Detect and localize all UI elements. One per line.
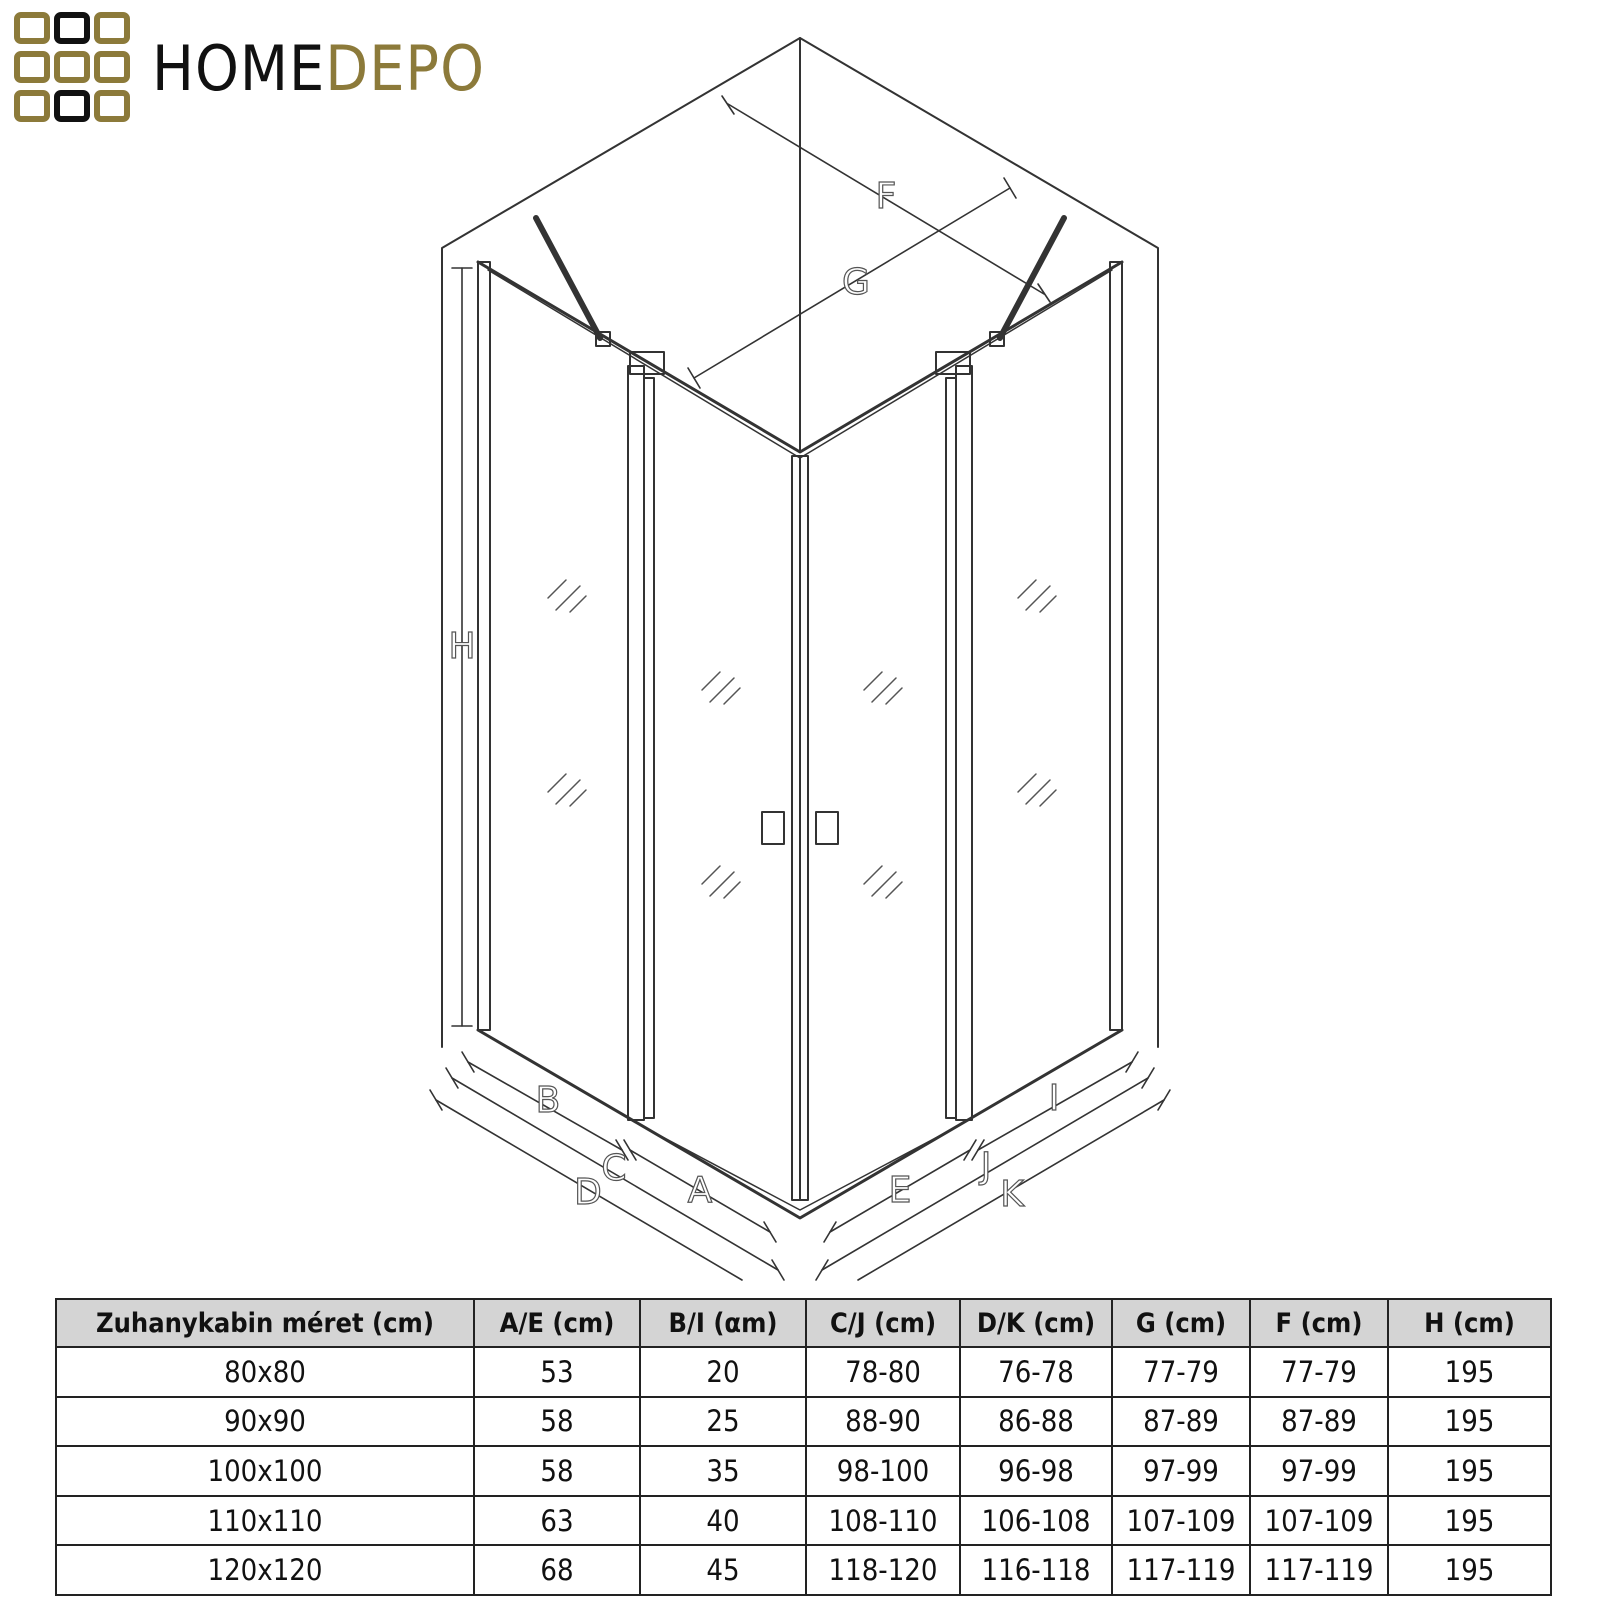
table-row	[56, 1446, 1551, 1496]
table-cell: 98-100	[806, 1446, 960, 1496]
table-cell: 100x100	[56, 1446, 474, 1496]
table-cell: 78-80	[806, 1347, 960, 1397]
dimension-label-c: C	[601, 1148, 627, 1189]
right-stabilizer-bar	[1000, 218, 1064, 338]
table-cell: 87-89	[1112, 1397, 1250, 1447]
table-row	[56, 1397, 1551, 1447]
table-cell: 25	[640, 1397, 806, 1447]
table-cell: 77-79	[1112, 1347, 1250, 1397]
column-header: C/J (cm)	[806, 1299, 960, 1347]
dimension-label-k: K	[1000, 1174, 1024, 1215]
dimension-label-d: D	[574, 1172, 602, 1213]
table-cell: 195	[1388, 1496, 1551, 1546]
table-cell: 108-110	[806, 1496, 960, 1546]
dimension-label-b: B	[535, 1080, 561, 1121]
table-cell: 116-118	[960, 1545, 1112, 1595]
brand-name-home: HOME	[152, 32, 326, 105]
right-door-profile	[956, 366, 972, 1120]
table-cell: 120x120	[56, 1545, 474, 1595]
table-cell: 58	[474, 1446, 640, 1496]
table-cell: 68	[474, 1545, 640, 1595]
table-cell: 118-120	[806, 1545, 960, 1595]
table-cell: 77-79	[1250, 1347, 1388, 1397]
left-door-profile	[628, 366, 644, 1120]
table-cell: 90x90	[56, 1397, 474, 1447]
table-cell: 195	[1388, 1545, 1551, 1595]
table-cell: 76-78	[960, 1347, 1112, 1397]
table-header-row	[56, 1299, 1551, 1347]
column-header: G (cm)	[1112, 1299, 1250, 1347]
table-cell: 53	[474, 1347, 640, 1397]
left-door-handle	[762, 812, 784, 844]
table-row	[56, 1347, 1551, 1397]
table-cell: 195	[1388, 1397, 1551, 1447]
glass-reflection-marks	[548, 580, 1056, 898]
table-cell: 107-109	[1250, 1496, 1388, 1546]
column-header: B/I (αm)	[640, 1299, 806, 1347]
right-door-handle	[816, 812, 838, 844]
dimension-label-a: A	[687, 1170, 713, 1211]
left-stabilizer-bar	[536, 218, 600, 338]
table-cell: 106-108	[960, 1496, 1112, 1546]
dimension-label-f: F	[875, 176, 897, 217]
table-cell: 97-99	[1250, 1446, 1388, 1496]
dimension-label-g: G	[842, 262, 870, 303]
table-cell: 87-89	[1250, 1397, 1388, 1447]
table-cell: 110x110	[56, 1496, 474, 1546]
table-cell: 88-90	[806, 1397, 960, 1447]
table-cell: 117-119	[1112, 1545, 1250, 1595]
brand-name-depo: DEPO	[325, 32, 485, 105]
table-cell: 80x80	[56, 1347, 474, 1397]
table-cell: 97-99	[1112, 1446, 1250, 1496]
table-cell: 63	[474, 1496, 640, 1546]
column-header: H (cm)	[1388, 1299, 1551, 1347]
table-cell: 35	[640, 1446, 806, 1496]
left-wall-profile	[478, 262, 490, 1030]
column-header: F (cm)	[1250, 1299, 1388, 1347]
size-specification-table	[55, 1298, 1552, 1596]
table-cell: 86-88	[960, 1397, 1112, 1447]
table-cell: 45	[640, 1545, 806, 1595]
table-cell: 117-119	[1250, 1545, 1388, 1595]
right-wall-profile	[1110, 262, 1122, 1030]
column-header: Zuhanykabin méret (cm)	[56, 1299, 474, 1347]
column-header: D/K (cm)	[960, 1299, 1112, 1347]
dimension-label-h: H	[448, 626, 476, 667]
table-cell: 195	[1388, 1347, 1551, 1397]
table-cell: 20	[640, 1347, 806, 1397]
table-row	[56, 1545, 1551, 1595]
table-cell: 58	[474, 1397, 640, 1447]
table-cell: 195	[1388, 1446, 1551, 1496]
table-cell: 96-98	[960, 1446, 1112, 1496]
dimension-label-j: J	[980, 1146, 992, 1187]
table-cell: 40	[640, 1496, 806, 1546]
table-cell: 107-109	[1112, 1496, 1250, 1546]
dimension-label-e: E	[888, 1170, 912, 1211]
column-header: A/E (cm)	[474, 1299, 640, 1347]
dimension-label-i: I	[1048, 1078, 1060, 1119]
table-row	[56, 1496, 1551, 1546]
